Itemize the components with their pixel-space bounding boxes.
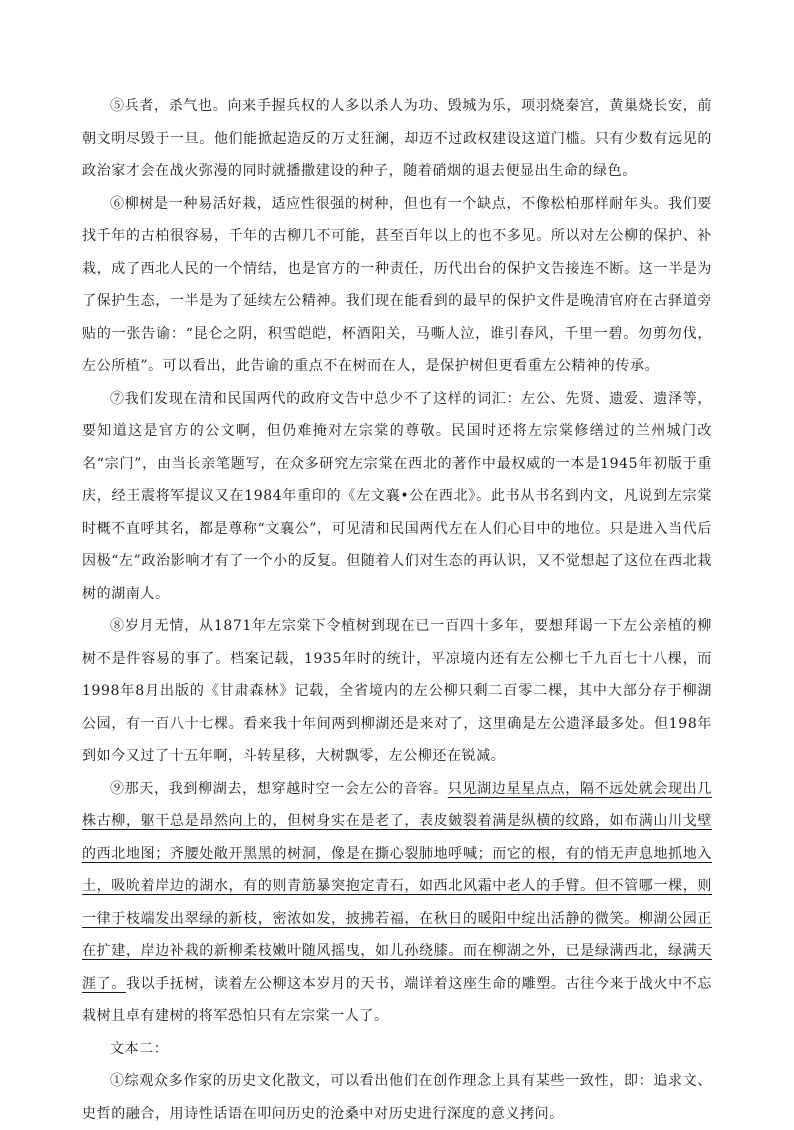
paragraph-8: ⑧岁月无情，从1871年左宗棠下令植树到现在已一百四十多年，要想拜谒一下左公亲植的柳树不是件容易的事了。档案记载，1935年时的统计，平凉境内还有左公柳七千九百七十八棵，而1998年8月出版的《甘肃森林》记载，全省境内的左公柳只剩二百零二棵，其中大部分存于柳湖公园，有一百八十七棵。看来我十年间两到柳湖还是来对了，这里确是左公遗泽最多处。但198年到如今又过了十五年啊，斗转星移，大树飘零，左公柳还在锐减。 — [82, 618, 712, 764]
paragraph-7: ⑦我们发现在清和民国两代的政府文告中总少不了这样的词汇：左公、先贤、遗爱、遗泽等，要知道这是官方的公文啊，但仍难掩对左宗棠的尊敬。民国时还将左宗棠修缮过的兰州城门改名“宗门”，由当长亲笔题写，在众多研究左宗棠在西北的著作中最权威的一本是1945年初版于重庆，经王震将军提议又在1984年重印的《左文襄•公在西北》。此书从书名到内文，凡说到左宗棠时概不直呼其名，都是尊称“文襄公”，可见清和民国两代左在人们心目中的地位。只是进入当代后因极“左”政治影响才有了一个小的反复。但随着人们对生态的再认识，又不觉想起了这位在西北栽树的湖南人。 — [82, 390, 712, 602]
text-two-label: 文本二： — [110, 1040, 169, 1057]
paragraph-9 — [82, 773, 712, 1033]
paragraph-6: ⑥柳树是一种易活好栽，适应性很强的树种，但也有一个缺点，不像松柏那样耐年头。我们要找千年的古柏很容易，千年的古柳几不可能，甚至百年以上的也不多见。所以对左公柳的保护、补栽，成了西北人民的一个情结，也是官方的一种责任，历代出台的保护文告接连不断。这一半是为了保护生态，一半是为了延续左公精神。我们现在能看到的最早的保护文件是晚清官府在古驿道旁贴的一张告谕：“昆仑之阴，积雪皑皑，杯酒阳关，马嘶人泣，谁引春风，千里一碧。勿剪勿伐，左公所植”。可以看出，此告谕的重点不在树而在人，是保护树但更看重左公精神的传承。 — [82, 195, 712, 374]
paragraph-5: ⑤兵者，杀气也。向来手握兵权的人多以杀人为功、毁城为乐，项羽烧秦宫，黄巢烧长安，前朝文明尽毁于一旦。他们能掀起造反的万丈狂澜，却迈不过政权建设这道门槛。只有少数有远见的政治家才会在战火弥漫的同时就播撒建设的种子，随着硝烟的退去便显出生命的绿色。 — [82, 98, 712, 179]
paragraph-9-underlined-passage: 只见湖边星星点点，隔不远处就会现出几株古柳，躯干总是昂然向上的，但树身实在是老了，表皮皴裂着满是纵横的纹路，如布满山川戈壁的西北地图；齐腰处敞开黑黑的树洞，像是在撕心裂肺地呼喊；而它的根，有的悄无声息地抓地入土，吸吮着岸边的湖水，有的则青筋暴突抱定青石，如西北风霜中老人的手臂。但不管哪一棵，则一律于枝端发出翠绿的新枝，密浓如发，披拂若福，在秋日的暖阳中绽出活静的微笑。柳湖公园正在扩建，岸边补栽的新柳柔枝嫩叶随风摇曳，如儿孙绕膝。而在柳湖之外，已是绿满西北，绿满天涯了。 — [82, 780, 712, 992]
article-body — [82, 90, 712, 1130]
text-two-paragraph-1: ①综观众多作家的历史文化散文，可以看出他们在创作理念上具有某些一致性，即：追求文、史哲的融合，用诗性话语在叩问历史的沧桑中对历史进行深度的意义拷问。 — [82, 1073, 712, 1122]
paragraph-9-start: ⑨那天，我到柳湖去，想穿越时空一会左公的音容。 — [110, 780, 448, 797]
paragraph-9-end: 我以手抚树，读着左公柳这本岁月的天书，端详着这座生命的雕塑。古往今来于战火中不忘栽树且卓有建树的将军恐怕只有左宗棠一人了。 — [82, 975, 712, 1024]
